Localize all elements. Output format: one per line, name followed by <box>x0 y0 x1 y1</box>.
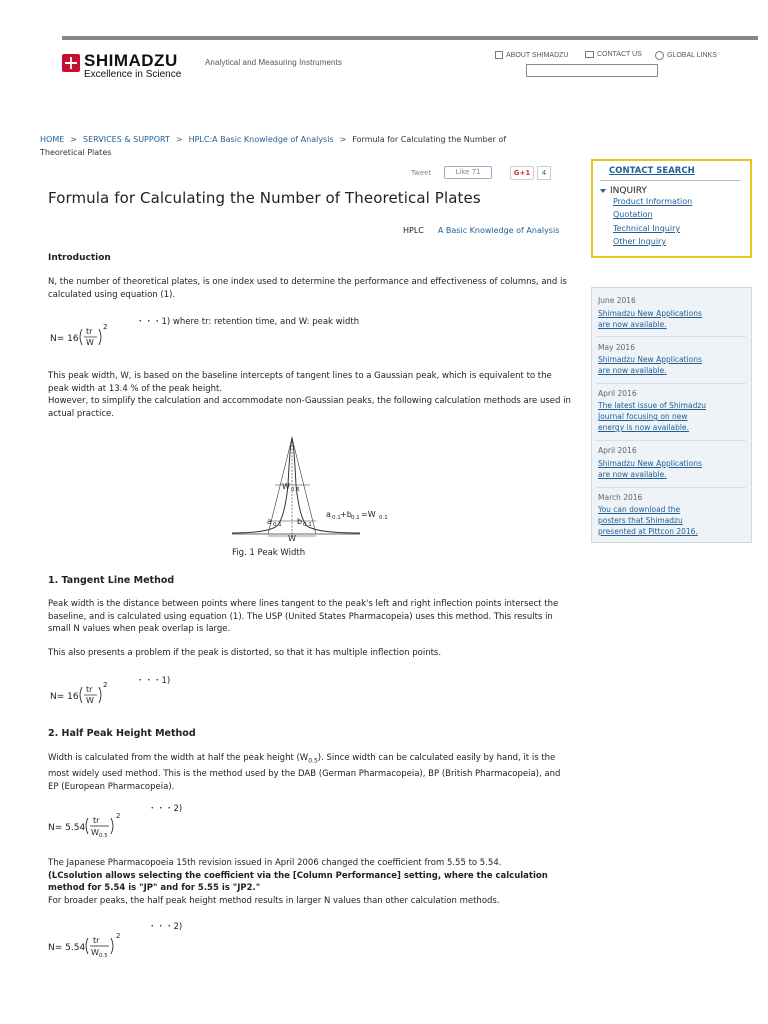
tangent-eq-note: ・・・1) <box>136 676 171 686</box>
svg-text:2: 2 <box>103 681 108 689</box>
shimadzu-logo-icon[interactable] <box>62 54 80 72</box>
svg-text:a: a <box>267 517 272 526</box>
breadcrumb-home[interactable]: HOME <box>40 135 65 144</box>
svg-text:0.1: 0.1 <box>332 515 341 521</box>
envelope-icon <box>585 51 594 58</box>
formula-tangent <box>48 675 108 715</box>
intro-paragraph: N, the number of theoretical plates, is one index used to determine the performance and effectiveness of columns, and is calculated using equation (1). <box>48 277 567 300</box>
globe-icon <box>655 51 664 60</box>
svg-text:N= 5.54: N= 5.54 <box>48 823 86 833</box>
contact-search-title[interactable]: CONTACT SEARCH <box>609 166 695 176</box>
breadcrumb-services[interactable]: SERVICES & SUPPORT <box>82 135 170 144</box>
news-divider <box>596 336 746 337</box>
svg-text:tr: tr <box>86 685 93 694</box>
half-heading: 2. Half Peak Height Method <box>48 728 196 739</box>
brand-name[interactable]: SHIMADZU <box>84 51 178 70</box>
contact-divider <box>600 180 740 181</box>
news-divider <box>596 487 746 488</box>
figure-caption: Fig. 1 Peak Width <box>232 548 306 558</box>
global-links-link[interactable]: GLOBAL LINKS <box>655 51 717 60</box>
svg-text:W: W <box>282 482 290 491</box>
news-date: April 2016 <box>598 389 637 398</box>
news-date: May 2016 <box>598 343 635 352</box>
svg-text:0.1: 0.1 <box>351 515 360 521</box>
tangent-heading: 1. Tangent Line Method <box>48 575 175 586</box>
tweet-button[interactable]: Tweet <box>411 169 432 177</box>
news-link[interactable]: Shimadzu New Applications are now available. <box>598 355 702 375</box>
search-input[interactable] <box>526 64 658 77</box>
half-paragraph: Width is calculated from the width at half the peak height $(W_{0.5})$. Since width can be calculated easily by hand, it is the most widely used method. This is the method used by the DAB (German Pharmacopeia), BP (British Pharmacopeia), and EP (European Pharmacopeia). <box>48 753 561 792</box>
about-link[interactable]: ABOUT SHIMADZU <box>495 51 569 59</box>
half-eq-note-2: ・・・2) <box>148 922 183 932</box>
triangle-down-icon <box>600 189 606 193</box>
link-technical-inquiry[interactable]: Technical Inquiry <box>613 224 681 233</box>
svg-text:W: W <box>86 696 94 705</box>
news-link[interactable]: Shimadzu New Applications are now available. <box>598 459 702 479</box>
news-date: April 2016 <box>598 446 637 455</box>
page-tags <box>403 226 559 235</box>
link-quotation[interactable]: Quotation <box>613 210 653 219</box>
gplus-count: 4 <box>537 166 551 180</box>
svg-text:0.1: 0.1 <box>273 522 282 528</box>
svg-text:tr: tr <box>93 936 100 945</box>
news-date: March 2016 <box>598 493 643 502</box>
svg-text:0.5: 0.5 <box>99 833 108 839</box>
tangent-paragraph: Peak width is the distance between points where lines tangent to the peak's left and right inflection points intersect the baseline, and is calculated using equation (1). The USP (United States Pharmacopeia) uses this method. This results in small N values when peak overlap is large. <box>48 599 559 634</box>
svg-text:0.5: 0.5 <box>99 953 108 959</box>
section-title[interactable]: Analytical and Measuring Instruments <box>205 58 342 67</box>
intro-heading: Introduction <box>48 253 111 263</box>
news-divider <box>596 383 746 384</box>
svg-text:N= 5.54: N= 5.54 <box>48 943 86 953</box>
contact-link[interactable]: CONTACT US <box>585 51 642 58</box>
breadcrumb-hplc[interactable]: HPLC:A Basic Knowledge of Analysis <box>188 135 334 144</box>
svg-text:2: 2 <box>116 812 121 820</box>
news-date: June 2016 <box>598 296 636 305</box>
tangent-paragraph-2: This also presents a problem if the peak is distorted, so that it has multiple inflection points. <box>48 648 442 658</box>
gplus-button[interactable]: G+1 <box>510 166 534 180</box>
svg-text:W: W <box>91 948 99 957</box>
svg-text:W: W <box>288 534 296 543</box>
news-divider <box>596 440 746 441</box>
building-icon <box>495 51 503 59</box>
like-button[interactable]: Like 71 <box>444 166 492 179</box>
svg-text:N= 16: N= 16 <box>50 334 79 344</box>
news-link[interactable]: The latest issue of Shimadzu Journal focusing on new energy is now available. <box>598 401 707 432</box>
svg-text:tr: tr <box>93 816 100 825</box>
news-link[interactable]: You can download the posters that Shimadzu presented at Pittcon 2016. <box>598 505 698 536</box>
half-eq-note: ・・・2) <box>148 804 183 814</box>
breadcrumb: HOME > SERVICES & SUPPORT > HPLC:A Basic Knowledge of Analysis > Formula for Calculating the Number of Theoretical Plates <box>40 135 507 157</box>
page-title: Formula for Calculating the Number of Theoretical Plates <box>48 189 481 207</box>
formula-half-2 <box>46 928 122 968</box>
link-other-inquiry[interactable]: Other Inquiry <box>613 237 667 246</box>
formula-half <box>46 808 122 848</box>
svg-text:2: 2 <box>116 932 121 940</box>
breadcrumb-current: Formula for Calculating the Number of Theoretical Plates <box>40 135 507 157</box>
svg-text:b: b <box>297 517 303 526</box>
svg-text:N= 16: N= 16 <box>50 692 79 702</box>
svg-text:2: 2 <box>103 323 108 331</box>
brand-tagline: Excellence in Science <box>84 69 182 80</box>
svg-text:=W: =W <box>361 510 376 519</box>
formula-n16 <box>48 317 108 357</box>
svg-text:+b: +b <box>340 510 352 519</box>
svg-text:a: a <box>326 510 331 519</box>
svg-text:0.5: 0.5 <box>291 487 300 493</box>
svg-text:0.1: 0.1 <box>379 515 388 521</box>
top-rule <box>62 36 758 40</box>
tag-basic-knowledge[interactable]: A Basic Knowledge of Analysis <box>437 226 560 235</box>
svg-text:W: W <box>91 828 99 837</box>
svg-text:W: W <box>86 338 94 347</box>
news-link[interactable]: Shimadzu New Applications are now available. <box>598 309 702 329</box>
half-paragraph-2: The Japanese Pharmacopoeia 15th revision issued in April 2006 changed the coefficient from 5.55 to 5.54. (LCsolution allows selecting the coefficient via the [Column Performance] setting, where the calculation method for 5.54 is "JP" and for 5.55 is "JP2." For broader peaks, the half peak height method results in larger N values than other calculation methods. <box>48 858 548 906</box>
tag-hplc[interactable]: HPLC <box>403 226 424 235</box>
intro-paragraph-2: This peak width, W, is based on the baseline intercepts of tangent lines to a Gaussian peak, which is equivalent to the peak width at 13.4 % of the peak height. However, to simplify the calculation and accommodate non-Gaussian peaks, the following calculation methods are used in actual practice. <box>48 371 571 419</box>
link-product-information[interactable]: Product Information <box>613 197 693 206</box>
svg-text:0.1: 0.1 <box>303 522 312 528</box>
peak-width-figure <box>230 435 400 543</box>
svg-text:tr: tr <box>86 327 93 336</box>
eq1-note: ・・・1) where tr: retention time, and W: peak width <box>136 317 360 327</box>
inquiry-toggle[interactable]: INQUIRY <box>600 186 647 196</box>
